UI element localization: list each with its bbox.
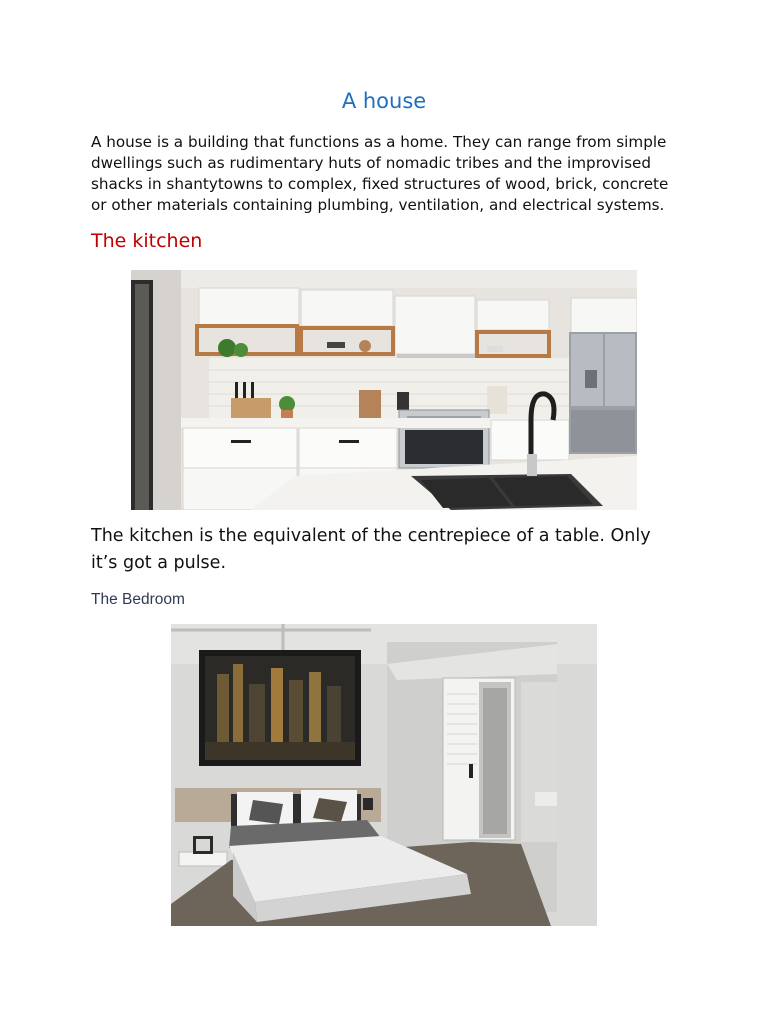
bedroom-heading: The Bedroom bbox=[91, 591, 185, 608]
kitchen-quote: The kitchen is the equivalent of the centrepiece of a table. Only it’s got a pulse. bbox=[91, 526, 651, 573]
document-title: A house bbox=[341, 89, 427, 113]
intro-paragraph: A house is a building that functions as a home. They can range from simple dwellings such as rudimentary huts of nomadic tribes and the improvised shacks in shantytowns to complex, fixed structures of wood, brick, concrete or other materials containing plumbing, ventilation, and electrical systems. bbox=[91, 133, 669, 214]
kitchen-heading: The kitchen bbox=[91, 230, 203, 252]
kitchen-photo bbox=[131, 270, 637, 510]
bedroom-photo bbox=[171, 624, 597, 926]
